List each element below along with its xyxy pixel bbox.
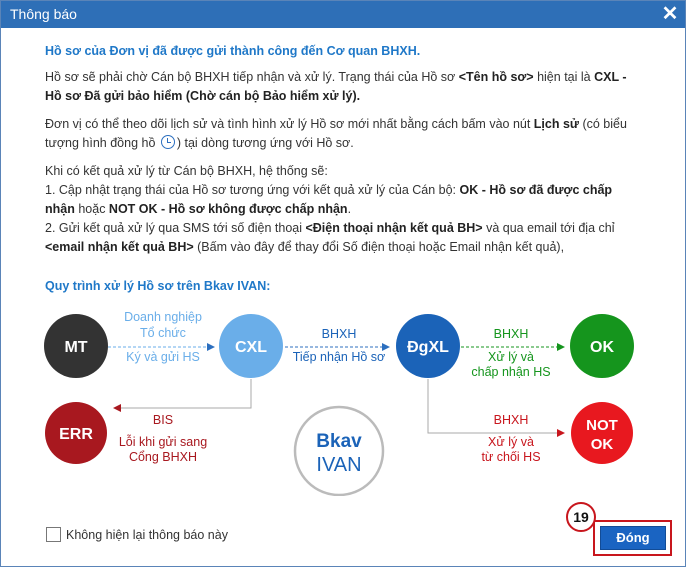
- node-notok-label-1: NOT: [586, 417, 618, 434]
- logo-product: IVAN: [316, 454, 362, 476]
- text: (Bấm vào đây để thay đổi Số điện thoại hoặc Email nhận kết quả),: [193, 240, 565, 254]
- text: và qua email tới địa chỉ: [482, 221, 615, 235]
- arrow4-label-bottom2: Cổng BHXH: [128, 450, 198, 464]
- process-diagram: [1, 296, 685, 496]
- text-bold: NOT OK - Hồ sơ không được chấp nhận: [108, 202, 348, 216]
- message-paragraph-result-1: [45, 181, 645, 219]
- arrow5-label-top: BHXH: [493, 413, 529, 427]
- title-bar: [1, 1, 685, 28]
- message-heading: Hồ sơ của Đơn vị đã được gửi thành công đến Cơ quan BHXH.: [45, 44, 421, 58]
- arrow1-label-bottom: Ký và gửi HS: [126, 350, 200, 364]
- arrow4-label-top: BIS: [152, 413, 174, 427]
- text: .: [347, 202, 352, 216]
- node-mt-label: MT: [64, 339, 88, 356]
- arrow2-label-bottom: Tiếp nhận Hồ sơ: [292, 350, 386, 364]
- node-err-label: ERR: [59, 426, 93, 443]
- text: ) tại dòng tương ứng với Hồ sơ.: [176, 136, 354, 150]
- dont-show-again-label: Không hiện lại thông báo này: [66, 527, 228, 542]
- text-bold: Lịch sử: [533, 117, 579, 131]
- dont-show-again-checkbox[interactable]: [46, 527, 61, 542]
- clock-icon: [161, 135, 175, 149]
- message-paragraph-result-2: [45, 219, 645, 257]
- dialog-title: Thông báo: [10, 6, 77, 22]
- close-icon[interactable]: ✕: [661, 3, 679, 25]
- arrow5-label-bottom2: từ chối HS: [481, 450, 541, 464]
- node-dgxl-label: ĐgXL: [407, 339, 449, 356]
- close-button[interactable]: Đóng: [600, 526, 666, 550]
- arrow3-label-bottom1: Xử lý và: [488, 350, 534, 364]
- text-bold: OK - Hồ sơ đã được chấp nhận: [45, 183, 613, 216]
- node-notok-label-2: OK: [590, 436, 614, 453]
- arrow1-label-top2: Tổ chức: [140, 326, 186, 340]
- step-badge: 19: [566, 502, 596, 532]
- arrow3-label-bottom2: chấp nhận HS: [471, 365, 551, 379]
- arrow5-label-bottom1: Xử lý và: [488, 435, 534, 449]
- node-cxl-label: CXL: [235, 339, 267, 356]
- text-bold: <Tên hồ sơ>: [458, 70, 534, 84]
- text: 1. Cập nhật trạng thái của Hồ sơ tương ứng với kết quả xử lý của Cán bộ:: [45, 183, 460, 197]
- message-paragraph-history: [45, 115, 645, 153]
- node-ok-label: OK: [590, 339, 614, 356]
- arrow-cxl-to-err: [114, 379, 251, 408]
- text: 2. Gửi kết quả xử lý qua SMS tới số điện thoại: [45, 221, 306, 235]
- arrow2-label-top: BHXH: [321, 327, 357, 341]
- text-bold: <email nhận kết quả BH>: [45, 240, 194, 254]
- arrow4-label-bottom1: Lỗi khi gửi sang: [118, 435, 208, 449]
- arrow1-label-top1: Doanh nghiệp: [124, 310, 202, 324]
- message-paragraph-result-intro: Khi có kết quả xử lý từ Cán bộ BHXH, hệ thống sẽ:: [45, 164, 328, 178]
- text: Hồ sơ sẽ phải chờ Cán bộ BHXH tiếp nhận và xử lý. Trạng thái của Hồ sơ: [45, 70, 459, 84]
- text: (có biểu tượng hình đồng hồ: [45, 117, 627, 150]
- text: hiện tại là: [533, 70, 595, 84]
- arrow3-label-top: BHXH: [493, 327, 529, 341]
- message-body: [45, 42, 645, 257]
- message-paragraph-status: [45, 68, 645, 106]
- text: Đơn vị có thể theo dõi lịch sử và tình hình xử lý Hồ sơ mới nhất bằng cách bấm vào nút: [45, 117, 534, 131]
- text-bold: <Điện thoại nhận kết quả BH>: [305, 221, 483, 235]
- text-bold: CXL - Hồ sơ Đã gửi bảo hiểm (Chờ cán bộ Bảo hiểm xử lý).: [45, 70, 627, 103]
- logo-brand: Bkav: [316, 431, 362, 452]
- text: hoặc: [74, 202, 109, 216]
- dont-show-again-option[interactable]: [46, 527, 228, 542]
- process-title: Quy trình xử lý Hồ sơ trên Bkav IVAN:: [45, 279, 271, 293]
